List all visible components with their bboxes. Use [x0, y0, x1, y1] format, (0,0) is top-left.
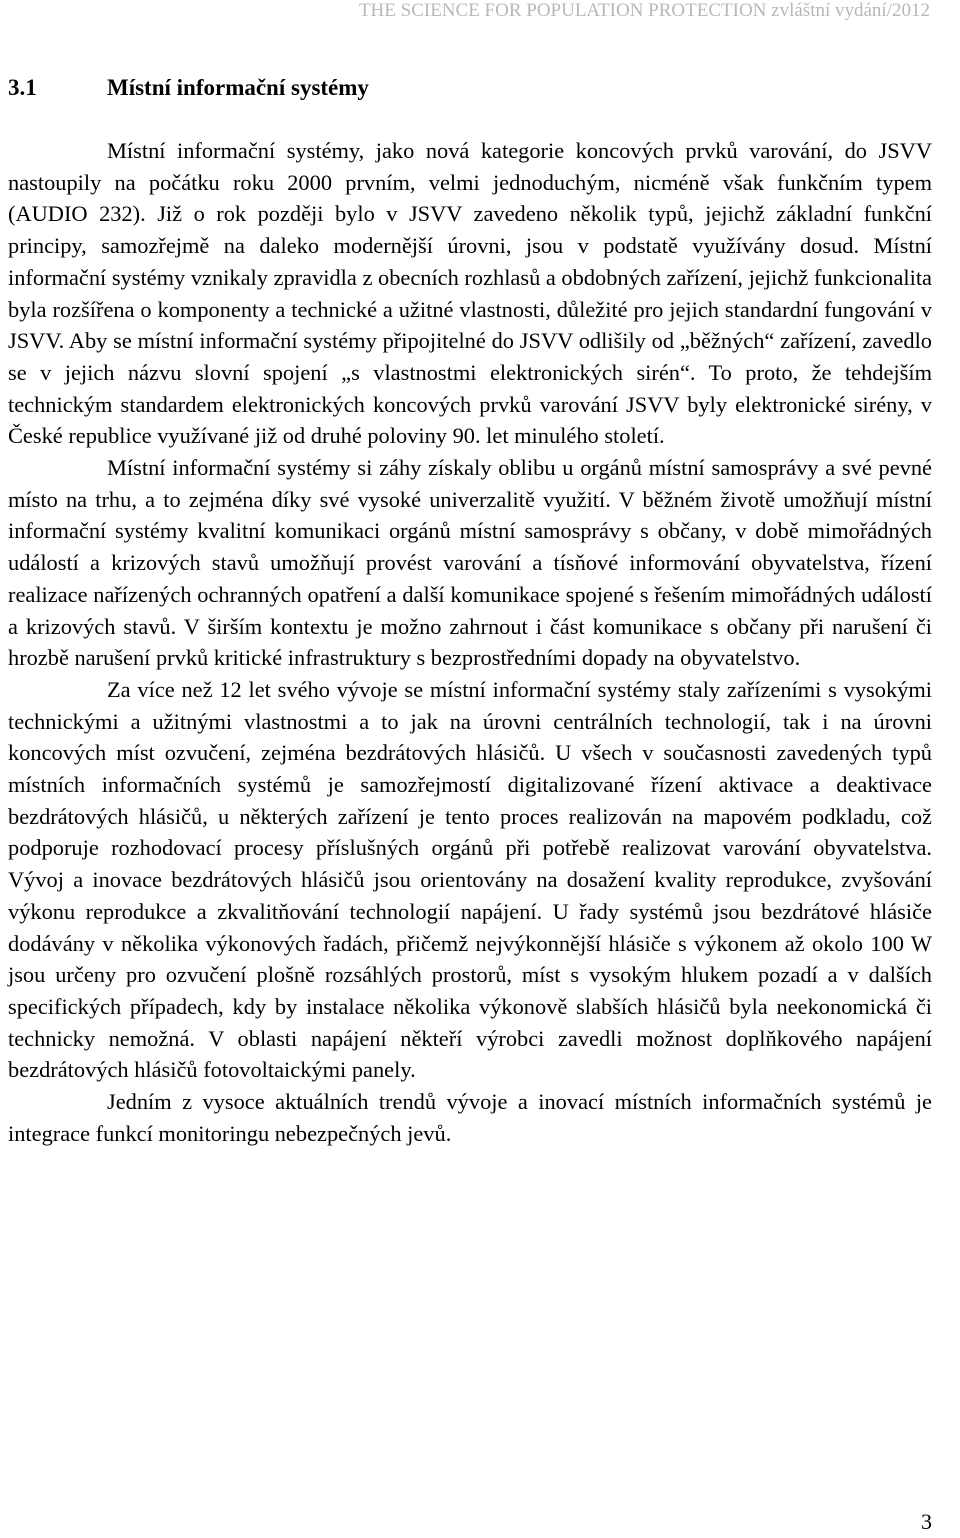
- article-body: [8, 135, 932, 1150]
- paragraph-2: Místní informační systémy si záhy získaly oblibu u orgánů místní samosprávy a své pevné místo na trhu, a to zejména díky své vysoké univerzalitě využití. V běžném životě umožňují místní informační systémy kvalitní komunikaci orgánů místní samosprávy s občany, v době mimořádných událostí a krizových stavů umožňují provést varování a tísňové informování obyvatelstva, řízení realizace nařízených ochranných opatření a další komunikace spojené s řešením mimořádných událostí a krizových stavů. V širším kontextu je možno zahrnout i část komunikace s občany při narušení či hrozbě narušení prvků kritické infrastruktury s bezprostředními dopady na obyvatelstvo.: [8, 455, 932, 671]
- section-title: Místní informační systémy: [107, 75, 369, 100]
- page-number: 3: [921, 1509, 932, 1534]
- running-header: THE SCIENCE FOR POPULATION PROTECTION zvláštní vydání/2012: [358, 0, 930, 21]
- paragraph-3: Za více než 12 let svého vývoje se místní informační systémy staly zařízeními s vysokými technickými a užitnými vlastnostmi a to jak na úrovni centrálních technologií, tak i na úrovni koncových míst ozvučení, zejména bezdrátových hlásičů. U všech v současnosti zavedených typů místních informačních systémů je samozřejmostí digitalizované řízení aktivace a deaktivace bezdrátových hlásičů, u některých zařízení je tento proces realizován na mapovém podkladu, což podporuje rozhodovací procesy příslušných orgánů při potřebě realizovat varování obyvatelstva. Vývoj a inovace bezdrátových hlásičů jsou orientovány na dosažení kvality reprodukce, zvyšování výkonu reprodukce a zkvalitňování technologií napájení. U řady systémů jsou bezdrátové hlásiče dodávány v několika výkonových řadách, přičemž nejvýkonnější hlásiče s výkonem až okolo 100 W jsou určeny pro ozvučení plošně rozsáhlých prostorů, míst s vysokým hlukem pozadí a v dalších specifických případech, kdy by instalace několika výkonově slabších hlásičů byla neekonomická či technicky nemožná. V oblasti napájení někteří výrobci zavedli možnost doplňkového napájení bezdrátových hlásičů fotovoltaickými panely.: [8, 676, 932, 1083]
- paragraph-4: Jedním z vysoce aktuálních trendů vývoje a inovací místních informačních systémů je integrace funkcí monitoringu nebezpečných jevů.: [8, 1089, 932, 1146]
- section-number: 3.1: [8, 75, 37, 100]
- paragraph-1: Místní informační systémy, jako nová kategorie koncových prvků varování, do JSVV nastoupily na počátku roku 2000 prvním, velmi jednoduchým, nicméně však funkčním typem (AUDIO 232). Již o rok později bylo v JSVV zavedeno několik typů, jejichž základní funkční principy, samozřejmě na daleko modernější úrovni, jsou v podstatě využívány dosud. Místní informační systémy vznikaly zpravidla z obecních rozhlasů a obdobných zařízení, jejichž funkcionalita byla rozšířena o komponenty a technické a užitné vlastnosti, důležité pro jejich standardní fungování v JSVV. Aby se místní informační systémy připojitelné do JSVV odlišily od „běžných“ zařízení, zavedlo se v jejich názvu slovní spojení „s vlastnostmi elektronických sirén“. To proto, že tehdejším technickým standardem elektronických koncových prvků varování JSVV byly elektronické sirény, v České republice využívané již od druhé poloviny 90. let minulého století.: [8, 138, 932, 449]
- section-heading: [8, 72, 369, 104]
